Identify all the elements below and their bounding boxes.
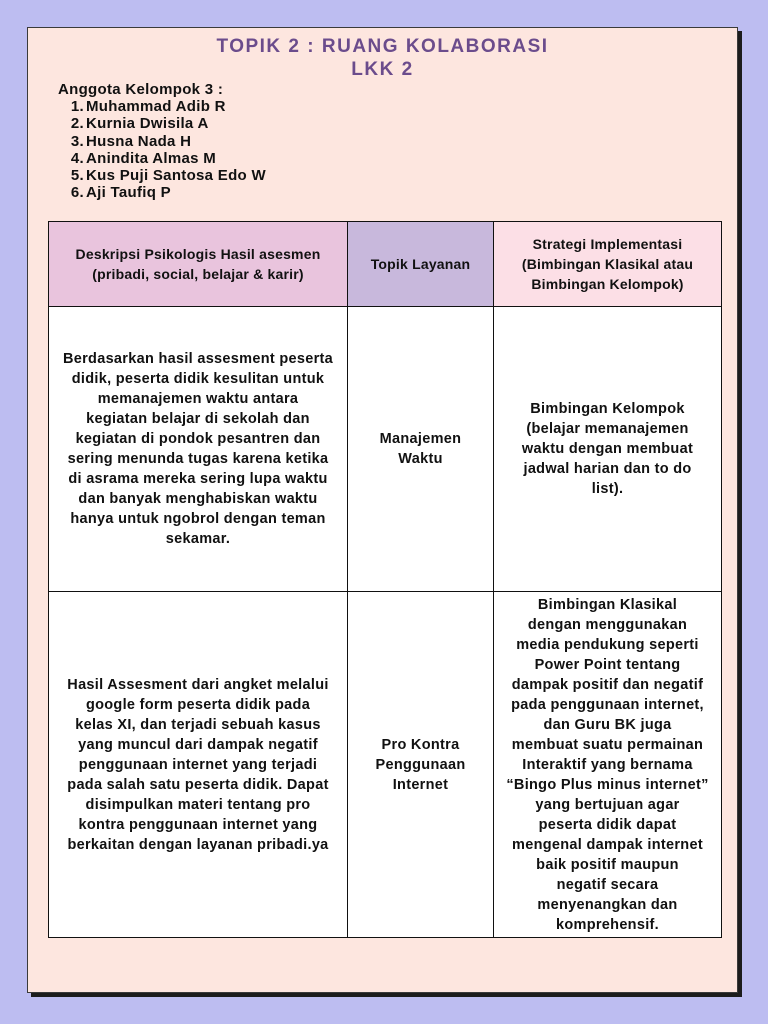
member-number: 6. [70, 184, 84, 202]
strategy-line: Bimbingan Klasikal [537, 596, 678, 613]
description-line: sering menunda tugas karena ketika [67, 451, 329, 467]
strategy-line: (belajar memanajemen [526, 421, 689, 437]
strategy-line: dampak positif dan negatif [511, 676, 704, 693]
assessment-table [48, 221, 722, 938]
topic-line: Penggunaan [375, 756, 466, 773]
description-line: penggunaan internet yang terjadi [78, 756, 318, 773]
description-line: berkaitan dengan layanan pribadi.ya [67, 836, 329, 853]
strategy-line: Interaktif yang bernama [522, 756, 693, 773]
description-cell [49, 307, 348, 592]
topic-line: Waktu [398, 451, 443, 467]
description-line: pada salah satu peserta didik. Dapat [67, 776, 329, 793]
description-line: yang muncul dari dampak negatif [78, 736, 318, 753]
strategy-line: list). [591, 481, 624, 497]
strategy-line: jadwal harian dan to do [523, 461, 692, 477]
member-item [58, 167, 266, 184]
strategy-line: membuat suatu permainan [511, 736, 704, 753]
strategy-line: media pendukung seperti [516, 636, 699, 653]
strategy-line: “Bingo Plus minus internet” [506, 776, 709, 793]
strategy-line: mengenal dampak internet [512, 836, 703, 853]
member-list-heading: Anggota Kelompok 3 : [58, 81, 224, 98]
description-line: kelas XI, dan terjadi sebuah kasus [75, 716, 321, 733]
member-name: Aji Taufiq P [86, 184, 171, 202]
member-item [58, 98, 266, 115]
table-row [49, 592, 722, 938]
title-lkk-line: LKK 2 [351, 59, 414, 80]
description-line: kegiatan di pondok pesantren dan [75, 431, 321, 447]
topic-cell [348, 592, 494, 938]
header-line: (pribadi, social, belajar & karir) [92, 266, 304, 282]
strategy-line: yang bertujuan agar [535, 796, 680, 813]
header-line: (Bimbingan Klasikal atau [521, 256, 694, 272]
table-row [49, 307, 722, 592]
member-number: 4. [70, 149, 84, 167]
strategy-line: dengan menggunakan [527, 616, 688, 633]
header-description [49, 222, 348, 307]
topic-line: Manajemen [379, 431, 462, 447]
member-number: 5. [70, 167, 84, 185]
description-line: sekamar. [165, 531, 231, 547]
description-line: didik, peserta didik kesulitan untuk [71, 371, 325, 387]
strategy-cell [494, 307, 722, 592]
topic-cell [348, 307, 494, 592]
member-item [58, 150, 266, 167]
header-strategy [494, 222, 722, 307]
member-number: 1. [70, 98, 84, 116]
member-list [58, 81, 266, 201]
worksheet-card [27, 27, 738, 993]
description-line: kontra penggunaan internet yang [78, 816, 318, 833]
member-item [58, 115, 266, 132]
header-line: Bimbingan Kelompok) [531, 276, 684, 292]
member-number: 2. [70, 115, 84, 133]
member-name: Kus Puji Santosa Edo W [86, 167, 266, 185]
strategy-line: negatif secara [556, 876, 659, 893]
header-topic [348, 222, 494, 307]
header-line: Deskripsi Psikologis Hasil asesmen [75, 246, 321, 262]
description-line: disimpulkan materi tentang pro [85, 796, 311, 813]
strategy-line: komprehensif. [555, 916, 659, 933]
member-name: Kurnia Dwisila A [86, 115, 209, 133]
description-line: google form peserta didik pada [85, 696, 311, 713]
worksheet-title [28, 35, 737, 81]
strategy-line: baik positif maupun [536, 856, 679, 873]
strategy-line: Power Point tentang [534, 656, 681, 673]
member-name: Anindita Almas M [86, 149, 217, 167]
member-name: Husna Nada H [86, 132, 192, 150]
strategy-line: pada penggunaan internet, [511, 696, 704, 713]
strategy-line: Bimbingan Kelompok [530, 401, 685, 417]
strategy-line: peserta didik dapat [538, 816, 677, 833]
topic-line: Internet [392, 776, 449, 793]
table-header-row [49, 222, 722, 307]
topic-line: Pro Kontra [381, 736, 460, 753]
member-item [58, 133, 266, 150]
description-line: hanya untuk ngobrol dengan teman [70, 511, 326, 527]
strategy-line: menyenangkan dan [537, 896, 678, 913]
description-line: kegiatan belajar di sekolah dan [86, 411, 310, 427]
header-line: Topik Layanan [370, 256, 471, 272]
title-topic-line: TOPIK 2 : RUANG KOLABORASI [216, 36, 549, 57]
strategy-cell [494, 592, 722, 938]
member-item [58, 184, 266, 201]
member-number: 3. [70, 132, 84, 150]
description-line: Hasil Assesment dari angket melalui [67, 676, 329, 693]
description-line: dan banyak menghabiskan waktu [78, 491, 318, 507]
description-line: Berdasarkan hasil assesment peserta [62, 351, 334, 367]
strategy-line: dan Guru BK juga [543, 716, 672, 733]
description-line: di asrama mereka sering lupa waktu [68, 471, 328, 487]
description-line: memanajemen waktu antara [97, 391, 299, 407]
member-name: Muhammad Adib R [86, 98, 226, 116]
description-cell [49, 592, 348, 938]
strategy-line: waktu dengan membuat [521, 441, 694, 457]
header-line: Strategi Implementasi [532, 236, 683, 252]
